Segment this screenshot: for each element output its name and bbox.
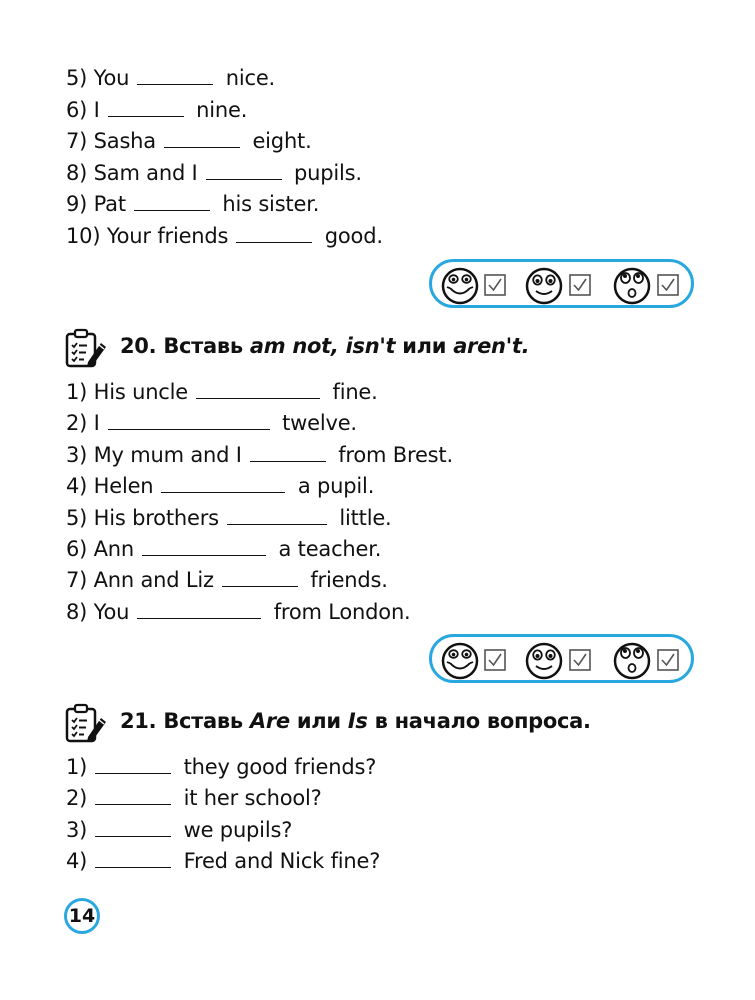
answer-blank[interactable] [206,159,282,180]
item-text-before: Sam and I [93,161,198,185]
heading-text [120,334,529,358]
neutral-face-icon[interactable] [524,641,564,681]
exercise-line [66,472,374,500]
item-text-after: a pupil. [297,474,375,498]
item-number: 8) [66,600,88,624]
worried-face-icon[interactable] [612,266,652,306]
item-text-before: I [93,411,100,435]
option-arent: aren't. [453,334,530,358]
item-number: 8) [66,161,88,185]
happy-face-icon[interactable] [440,641,480,681]
exercise-line [66,566,388,594]
conjunction: или [296,709,341,733]
answer-blank[interactable] [95,784,171,805]
item-text-before: Pat [93,192,126,216]
task-checklist-icon [64,328,110,370]
item-text-after: they good friends? [183,755,377,779]
item-text-before: I [93,98,100,122]
neutral-face-icon[interactable] [524,266,564,306]
exercise-line [66,190,319,218]
answer-blank[interactable] [250,441,326,462]
item-text-after: fine. [332,380,378,404]
answer-blank[interactable] [108,96,184,117]
exercise-line [66,127,312,155]
item-text-after: we pupils? [183,818,293,842]
item-number: 4) [66,474,88,498]
option-isnt: isn't [345,334,396,358]
happy-face-icon[interactable] [440,266,480,306]
item-text-after: from Brest. [338,443,453,467]
item-text-after: a teacher. [278,537,382,561]
exercise-line [66,753,376,781]
exercise-line [66,504,392,532]
answer-blank[interactable] [236,222,312,243]
item-text-before: Sasha [93,129,156,153]
exercise-number: 21. [120,709,157,733]
exercise-line [66,159,362,187]
exercise-line [66,598,411,626]
item-text-after: eight. [252,129,312,153]
exercise-number: 20. [120,334,157,358]
item-text-after: little. [339,506,392,530]
item-text-after: his sister. [222,192,320,216]
item-number: 1) [66,380,88,404]
answer-blank[interactable] [108,409,270,430]
item-number: 2) [66,786,88,810]
item-number: 10) [66,224,101,248]
item-text-before: His uncle [93,380,189,404]
exercise-line [66,847,380,875]
item-number: 7) [66,568,88,592]
item-text-before: His brothers [93,506,219,530]
item-text-after: twelve. [282,411,357,435]
item-text-after: from London. [273,600,411,624]
self-assessment-panel [429,634,694,683]
item-text-after: good. [324,224,383,248]
item-text-after: pupils. [294,161,362,185]
exercise-line [66,96,247,124]
instruction-tail: в начало вопроса. [374,709,591,733]
checkbox-icon[interactable] [569,274,591,296]
worried-face-icon[interactable] [612,641,652,681]
answer-blank[interactable] [95,753,171,774]
option-am-not: am not, [249,334,339,358]
exercise-line [66,222,383,250]
answer-blank[interactable] [142,535,266,556]
page-number: 14 [64,898,100,934]
item-text-after: nice. [225,66,276,90]
checkbox-icon[interactable] [484,274,506,296]
answer-blank[interactable] [222,566,298,587]
item-text-before: You [93,66,130,90]
item-text-before: My mum and I [93,443,242,467]
conjunction: или [402,334,447,358]
item-number: 5) [66,506,88,530]
answer-blank[interactable] [227,504,327,525]
item-number: 5) [66,66,88,90]
item-text-before: Your friends [106,224,229,248]
item-text-before: Ann and Liz [93,568,214,592]
exercise-line [66,378,378,406]
answer-blank[interactable] [95,816,171,837]
item-number: 3) [66,818,88,842]
answer-blank[interactable] [164,127,240,148]
item-number: 6) [66,98,88,122]
item-number: 6) [66,537,88,561]
item-text-after: it her school? [183,786,322,810]
checkbox-icon[interactable] [657,649,679,671]
item-number: 2) [66,411,88,435]
heading-text [120,709,591,733]
item-number: 3) [66,443,88,467]
exercise-line [66,409,357,437]
item-text-before: Ann [93,537,135,561]
exercise-line [66,64,275,92]
item-number: 9) [66,192,88,216]
checkbox-icon[interactable] [484,649,506,671]
exercise-line [66,784,322,812]
item-text-after: Fred and Nick fine? [183,849,381,873]
checkbox-icon[interactable] [569,649,591,671]
answer-blank[interactable] [161,472,285,493]
answer-blank[interactable] [196,378,320,399]
item-number: 4) [66,849,88,873]
item-text-before: Helen [93,474,154,498]
answer-blank[interactable] [137,598,261,619]
answer-blank[interactable] [95,847,171,868]
instruction-verb: Вставь [163,709,243,733]
option-are: Are [249,709,290,733]
exercise-line [66,535,381,563]
item-text-after: nine. [196,98,248,122]
exercise-line [66,816,292,844]
exercise-line [66,441,453,469]
task-checklist-icon [64,703,110,745]
item-number: 7) [66,129,88,153]
item-text-before: You [93,600,130,624]
option-is: Is [347,709,368,733]
answer-blank[interactable] [134,190,210,211]
instruction-verb: Вставь [163,334,243,358]
checkbox-icon[interactable] [657,274,679,296]
answer-blank[interactable] [137,64,213,85]
item-text-after: friends. [310,568,388,592]
item-number: 1) [66,755,88,779]
self-assessment-panel [429,259,694,308]
